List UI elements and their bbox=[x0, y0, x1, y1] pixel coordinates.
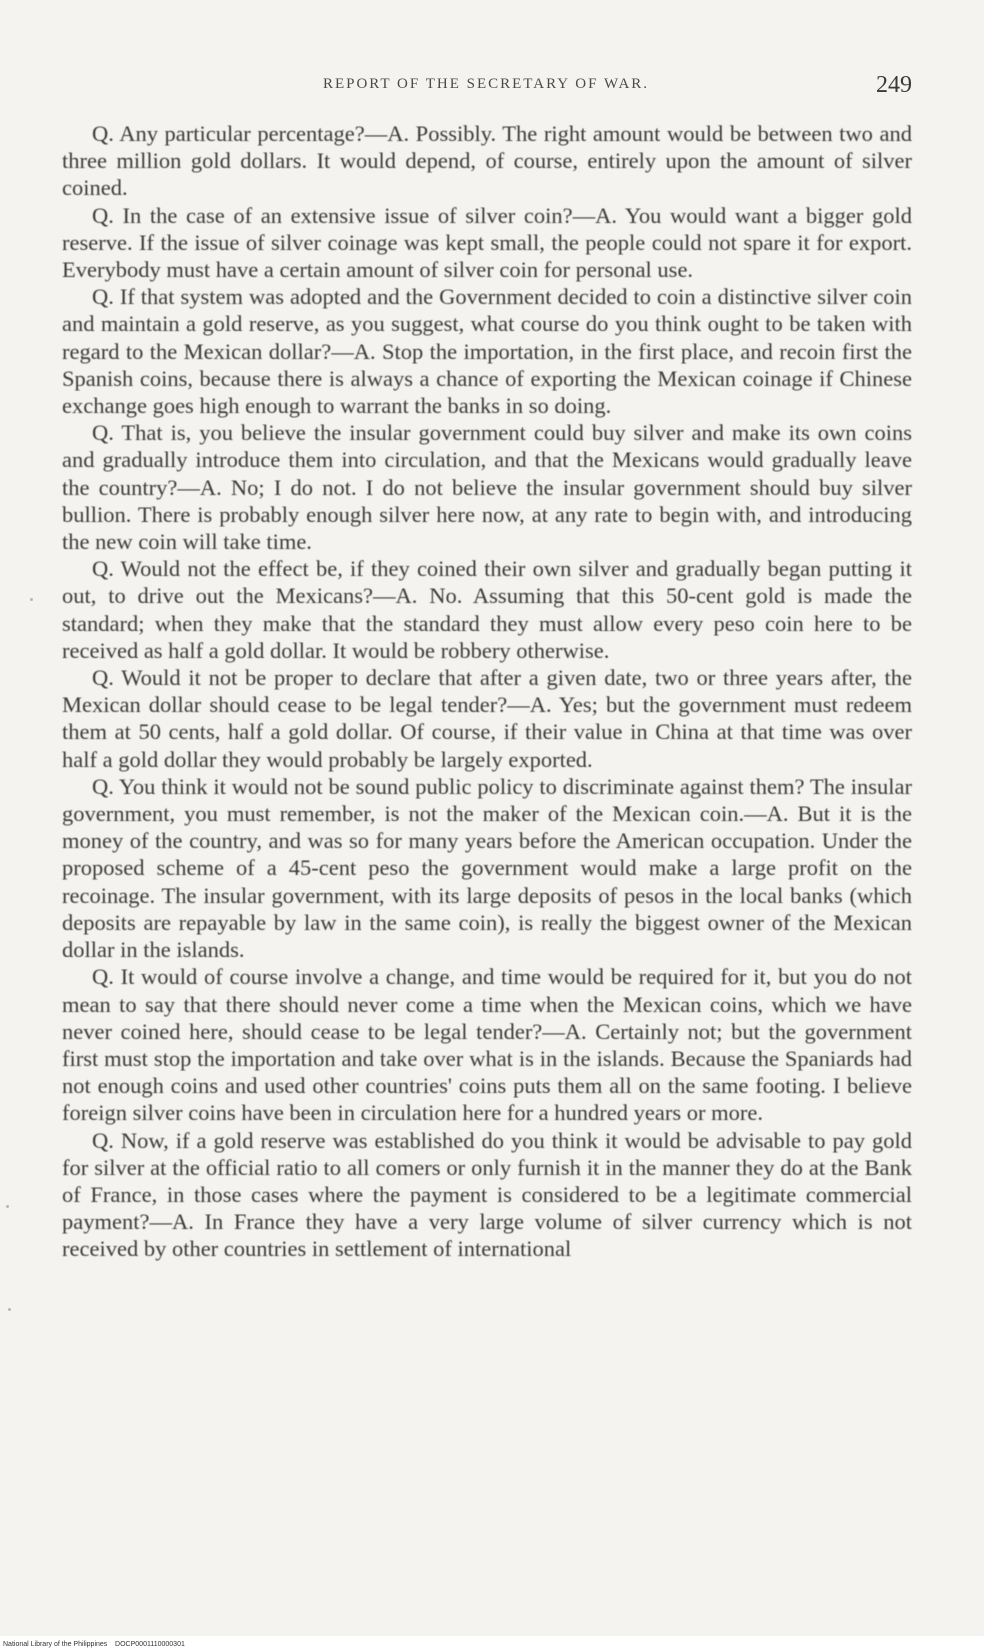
margin-speck bbox=[8, 1308, 11, 1311]
source-line: National Library of the Philippines DOCP0001110000301 bbox=[3, 1641, 185, 1648]
margin-speck bbox=[30, 598, 33, 601]
running-title: REPORT OF THE SECRETARY OF WAR. bbox=[322, 76, 650, 92]
body-text bbox=[62, 120, 912, 1263]
page-number: 249 bbox=[876, 72, 912, 98]
paragraph: Q. Now, if a gold reserve was established do you think it would be advisable to pay gold for silver at the official ratio to all comers or only furnish it in the manner they do at the Bank of France, in those cases where the payment is considered to be a legitimate commercial payment?—A. In France they have a very large volume of silver currency which is not received by other countries in settlement of international bbox=[62, 1127, 912, 1262]
paragraph: Q. Would not the effect be, if they coined their own silver and gradually began putting it out, to drive out the Mexicans?—A. No. Assuming that this 50-cent gold is made the standard; when they make that the standard they must allow every peso coin here to be received as half a gold dollar. It would be robbery otherwise. bbox=[62, 556, 912, 663]
paragraph: Q. That is, you believe the insular government could buy silver and make its own coins and gradually introduce them into circulation, and that the Mexicans would gradually leave the country?—A. No; I do not. I do not believe the insular government should buy silver bullion. There is probably enough silver here now, at any rate to begin with, and introducing the new coin will take time. bbox=[62, 420, 912, 555]
footer-strip bbox=[0, 1636, 984, 1650]
paragraph: Q. Would it not be proper to declare that after a given date, two or three years after, the Mexican dollar should cease to be legal tender?—A. Yes; but the government must redeem them at 50 cents, half a gold dollar. Of course, if their value in China at that time was over half a gold dollar they would probably be largely exported. bbox=[62, 665, 912, 772]
paragraph: Q. If that system was adopted and the Government decided to coin a distinctive silver coin and maintain a gold reserve, as you suggest, what course do you think ought to be taken with regard to the Mexican dollar?—A. Stop the importation, in the first place, and recoin first the Spanish coins, because there is always a chance of exporting the Mexican coinage if Chinese exchange goes high enough to warrant the banks in so doing. bbox=[62, 284, 912, 419]
paragraph: Q. It would of course involve a change, and time would be required for it, but you do not mean to say that there should never come a time when the Mexican coins, which we have never coined here, should cease to be legal tender?—A. Certainly not; but the government first must stop the importation and take over what is in the islands. Because the Spaniards had not enough coins and used other countries' coins puts them all on the same footing. I believe foreign silver coins have been in circulation here for a hundred years or more. bbox=[62, 964, 912, 1126]
margin-speck bbox=[6, 1205, 9, 1208]
paragraph: Q. You think it would not be sound public policy to discriminate against them? The insular government, you must remember, is not the maker of the Mexican coin.—A. But it is the money of the country, and was so for many years before the American occupation. Under the proposed scheme of a 45-cent peso the government would make a large profit on the recoinage. The insular government, with its large deposits of pesos in the local banks (which deposits are repayable by law in the same coin), is really the biggest owner of the Mexican dollar in the islands. bbox=[62, 773, 912, 963]
running-head bbox=[60, 72, 912, 102]
paragraph: Q. Any particular percentage?—A. Possibly. The right amount would be between two and three million gold dollars. It would depend, of course, entirely upon the amount of silver coined. bbox=[62, 121, 912, 201]
paragraph: Q. In the case of an extensive issue of silver coin?—A. You would want a bigger gold reserve. If the issue of silver coinage was kept small, the people could not spare it for export. Everybody must have a certain amount of silver coin for personal use. bbox=[62, 202, 912, 283]
